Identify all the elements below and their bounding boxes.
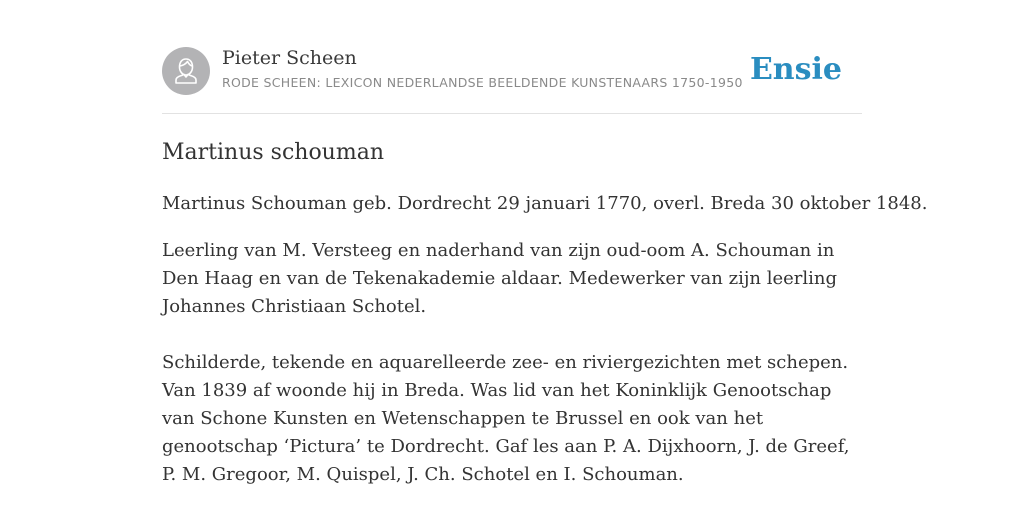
article-header [162,46,862,96]
author-name[interactable]: Pieter Scheen [222,47,357,69]
source-title[interactable]: RODE SCHEEN: LEXICON NEDERLANDSE BEELDENDE KUNSTENAARS 1750-1950 [222,75,743,90]
header-divider [162,113,862,114]
ensie-logo[interactable]: Ensie [749,52,842,87]
author-avatar[interactable] [162,47,210,95]
user-placeholder-icon [162,47,210,95]
article-title: Martinus schouman [162,140,384,165]
article-paragraph: Leerling van M. Versteeg en naderhand van zijn oud-oom A. Schouman in Den Haag en van de Tekenakademie aldaar. Medewerker van zijn leerling Johannes Christiaan Schotel. [162,240,838,317]
article-paragraph: Schilderde, tekende en aquarelleerde zee- en riviergezichten met schepen. Van 1839 af woonde hij in Breda. Was lid van het Koninklijk Genootschap van Schone Kunsten en Wetenschappen te Brussel en ook van het genootschap ‘Pictura’ te Dordrecht. Gaf les aan P. A. Dijxhoorn, J. de Greef, P. M. Gregoor, M. Quispel, J. Ch. Schotel en I. Schouman. [162,352,850,485]
article-paragraph: Martinus Schouman geb. Dordrecht 29 januari 1770, overl. Breda 30 oktober 1848. [162,193,928,214]
